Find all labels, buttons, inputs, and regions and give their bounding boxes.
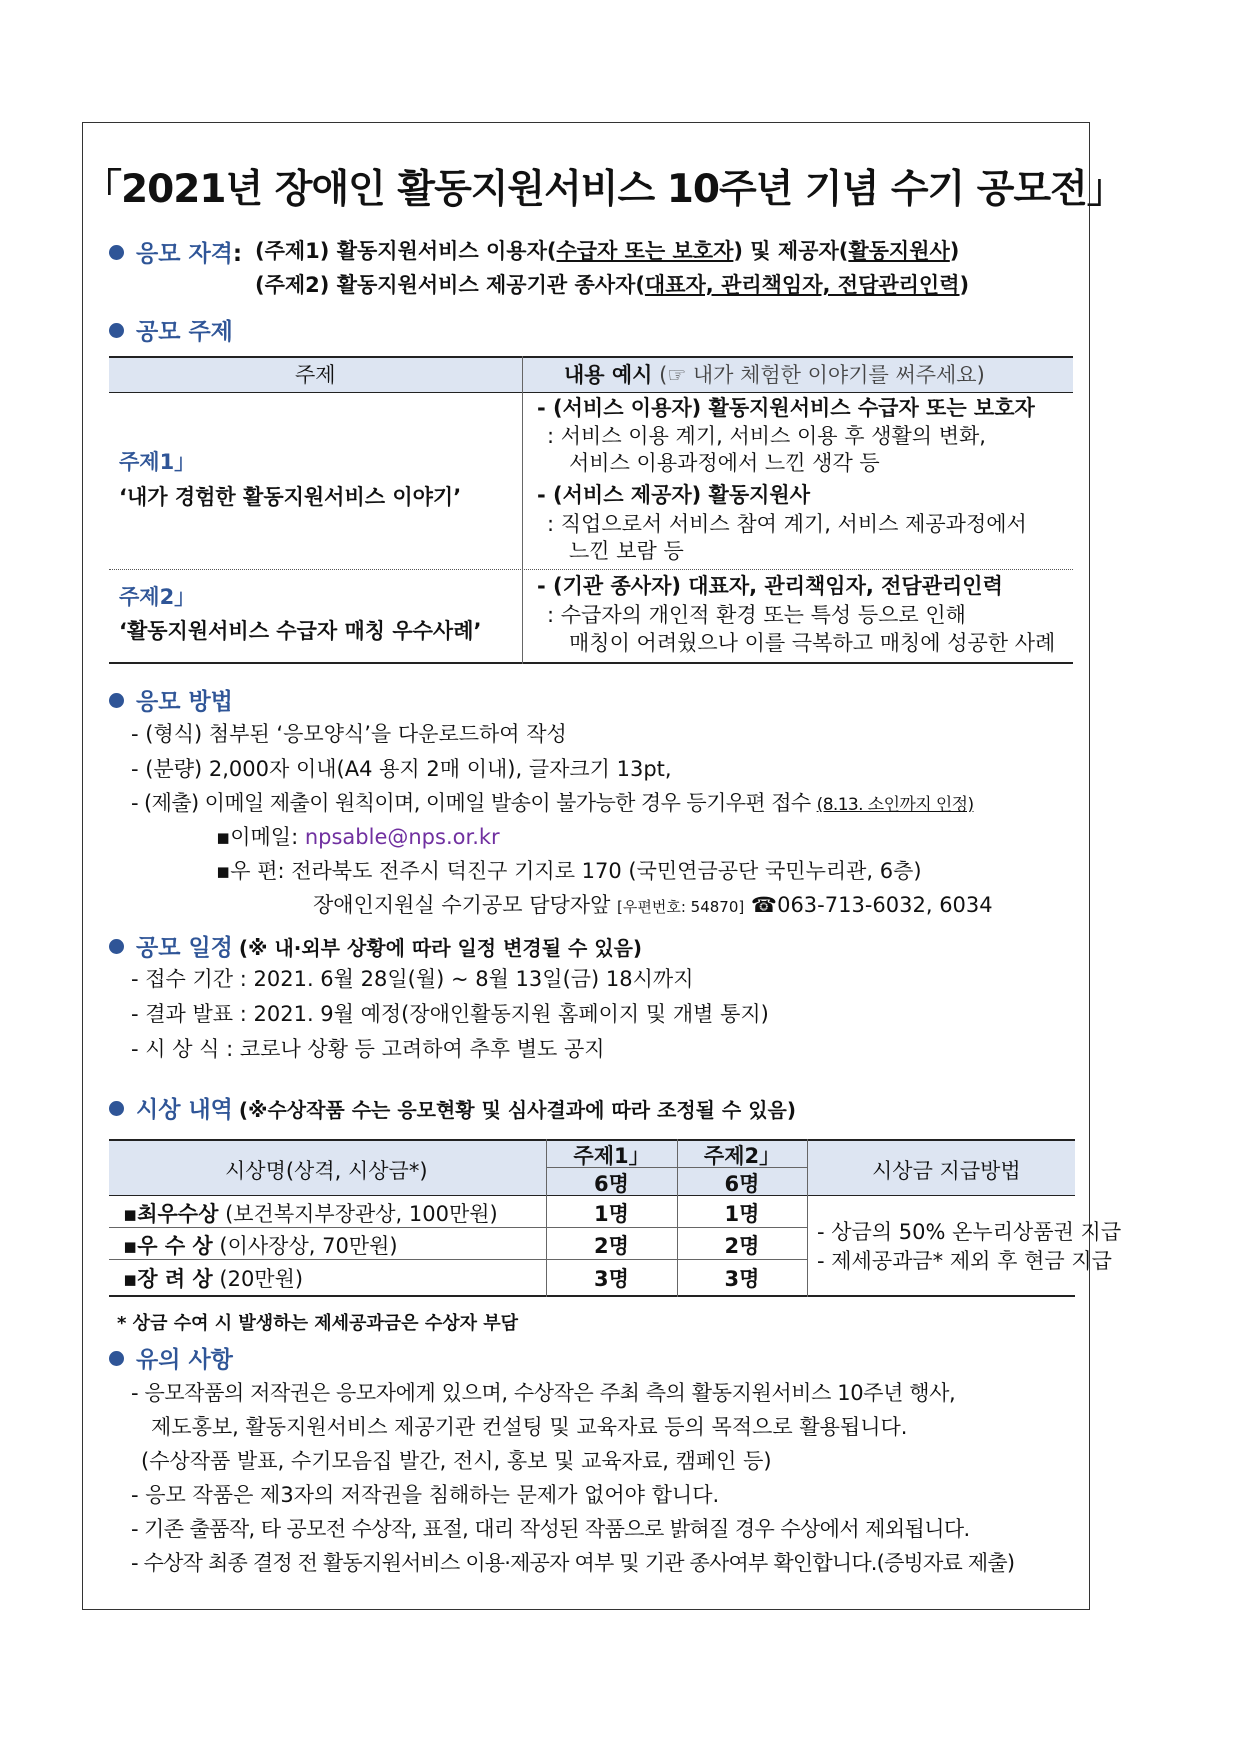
- topic1-name: ‘내가 경험한 활동지원서비스 이야기’: [119, 485, 462, 509]
- header-topic1-count: 6명: [594, 1172, 629, 1196]
- award-grand-t2: 1명: [724, 1202, 760, 1226]
- topics-table: [109, 356, 1073, 664]
- bullet-dot-icon: [109, 245, 124, 260]
- note-line: - 기존 출품작, 타 공모전 수상작, 표절, 대리 작성된 작품으로 밝혀질 경우 수상에서 제외됩니다.: [131, 1517, 970, 1541]
- schedule-ceremony: - 시 상 식 : 코로나 상황 등 고려하여 추후 별도 공지: [131, 1037, 605, 1061]
- page-title: 「2021년 장애인 활동지원서비스 10주년 기념 수기 공모전」: [83, 167, 1125, 212]
- method-post-recipient: 장애인지원실 수기공모 담당자앞 [우편번호: 54870] ☎063-713-6032, 6034: [313, 893, 993, 917]
- method-post: ▪우 편: 전라북도 전주시 덕진구 기지로 170 (국민연금공단 국민누리관, 6층): [216, 859, 922, 883]
- topic1-line: - (서비스 제공자) 활동지원사: [537, 483, 810, 507]
- section-eligibility: 응모 자격:: [109, 235, 242, 268]
- award-excellence-t2: 2명: [724, 1234, 760, 1258]
- award-row-grand: ▪최우수상 (보건복지부장관상, 100만원): [123, 1202, 498, 1226]
- topic2-name: ‘활동지원서비스 수급자 매칭 우수사례’: [119, 619, 482, 643]
- eligibility-topic1: (주제1) 활동지원서비스 이용자(수급자 또는 보호자) 및 제공자(활동지원사): [255, 239, 960, 263]
- award-encouragement-t1: 3명: [594, 1267, 629, 1291]
- award-footnote: * 상금 수여 시 발생하는 제세공과금은 수상자 부담: [117, 1313, 519, 1334]
- header-topic1: 주제1」: [573, 1144, 650, 1168]
- note-line: - 수상작 최종 결정 전 활동지원서비스 이용·제공자 여부 및 기관 종사여부 확인합니다.(증빙자료 제출): [131, 1551, 1015, 1575]
- topic2-line: : 수급자의 개인적 환경 또는 특성 등으로 인해: [547, 603, 966, 627]
- bullet-dot-icon: [109, 939, 124, 954]
- topic1-line: : 직업으로서 서비스 참여 계기, 서비스 제공과정에서: [547, 512, 1027, 536]
- schedule-result: - 결과 발표 : 2021. 9월 예정(장애인활동지원 홈페이지 및 개별 통지): [131, 1002, 769, 1026]
- award-grand-t1: 1명: [594, 1202, 629, 1226]
- method-length: - (분량) 2,000자 이내(A4 용지 2매 이내), 글자크기 13pt,: [131, 757, 672, 781]
- header-award-name: 시상명(상격, 시상금*): [225, 1159, 428, 1183]
- bullet-dot-icon: [109, 1351, 124, 1366]
- awards-table: [109, 1139, 1122, 1297]
- note-line: - 응모 작품은 제3자의 저작권을 침해하는 문제가 없어야 합니다.: [131, 1483, 720, 1507]
- schedule-period: - 접수 기간 : 2021. 6월 28일(월) ~ 8월 13일(금) 18시까지: [131, 967, 694, 991]
- header-topic2-count: 6명: [724, 1172, 760, 1196]
- award-row-excellence: ▪우 수 상 (이사장상, 70만원): [123, 1234, 398, 1258]
- note-line: 제도홍보, 활동지원서비스 제공기관 컨설팅 및 교육자료 등의 목적으로 활용됩니다.: [151, 1415, 908, 1439]
- note-line: - 응모작품의 저작권은 응모자에게 있으며, 수상작은 주최 측의 활동지원서비스 10주년 행사,: [131, 1381, 956, 1405]
- topic2-line: 매칭이 어려웠으나 이를 극복하고 매칭에 성공한 사례: [569, 631, 1056, 655]
- header-topic2: 주제2」: [703, 1144, 781, 1168]
- bullet-dot-icon: [109, 1101, 124, 1116]
- topic1-line: 서비스 이용과정에서 느낀 생각 등: [569, 451, 880, 475]
- topic1-line: : 서비스 이용 계기, 서비스 이용 후 생활의 변화,: [547, 424, 986, 448]
- email-link[interactable]: npsable@nps.or.kr: [304, 825, 500, 849]
- payment-method-1: - 상금의 50% 온누리상품권 지급: [817, 1220, 1122, 1244]
- section-method: 응모 방법: [109, 683, 233, 716]
- method-format: - (형식) 첨부된 ‘응모양식’을 다운로드하여 작성: [131, 722, 567, 746]
- eligibility-topic2: (주제2) 활동지원서비스 제공기관 종사자(대표자, 관리책임자, 전담관리인력): [255, 273, 970, 297]
- topic2-number: 주제2」: [119, 585, 196, 609]
- section-schedule: 공모 일정 (※ 내·외부 상황에 따라 일정 변경될 수 있음): [109, 929, 642, 962]
- bullet-dot-icon: [109, 323, 124, 338]
- payment-method-2: - 제세공과금* 제외 후 현금 지급: [817, 1249, 1112, 1273]
- award-excellence-t1: 2명: [594, 1234, 629, 1258]
- topic2-line: - (기관 종사자) 대표자, 관리책임자, 전담관리인력: [537, 574, 1003, 598]
- award-row-encouragement: ▪장 려 상 (20만원): [123, 1267, 304, 1291]
- method-email: ▪이메일: npsable@nps.or.kr: [216, 825, 500, 849]
- section-awards: 시상 내역 (※수상작품 수는 응모현황 및 심사결과에 따라 조정될 수 있음): [109, 1091, 796, 1124]
- topic1-line: - (서비스 이용자) 활동지원서비스 수급자 또는 보호자: [537, 396, 1035, 420]
- award-encouragement-t2: 3명: [724, 1267, 760, 1291]
- note-line: (수상작품 발표, 수기모음집 발간, 전시, 홍보 및 교육자료, 캠페인 등): [141, 1449, 772, 1473]
- method-submit: - (제출) 이메일 제출이 원칙이며, 이메일 발송이 불가능한 경우 등기우편 접수 (8.13. 소인까지 인정): [131, 791, 974, 815]
- section-topics: 공모 주제: [109, 313, 233, 346]
- section-notes: 유의 사항: [109, 1341, 233, 1374]
- topic1-line: 느낀 보람 등: [569, 539, 684, 563]
- header-example: 내용 예시 (☞ 내가 체험한 이야기를 써주세요): [564, 363, 985, 387]
- header-topic: 주제: [295, 363, 336, 387]
- topic1-number: 주제1」: [119, 450, 196, 474]
- document-frame: [82, 122, 1125, 1610]
- bullet-dot-icon: [109, 693, 124, 708]
- header-payment: 시상금 지급방법: [872, 1159, 1021, 1183]
